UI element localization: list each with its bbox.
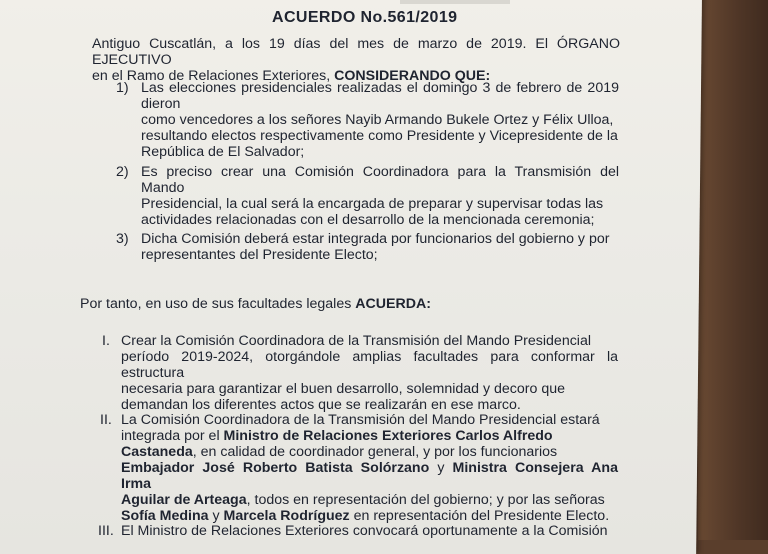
acuerdo-3 — [121, 523, 618, 539]
person-name: Ministra Consejera Ana Irma — [121, 460, 618, 492]
acuerdo-line: demandan los diferentes actos que se realizarán en ese marco. — [121, 397, 521, 413]
acuerdo-text: , todos en representación del gobierno; y por las señoras — [246, 492, 605, 508]
considerando-2 — [141, 164, 619, 228]
considerando-line: Presidencial, la cual será la encargada de preparar y supervisar todas las — [141, 196, 604, 212]
acuerdo-number: II. — [100, 412, 112, 428]
por-tanto-paragraph — [80, 296, 620, 312]
header-cutoff-line — [400, 0, 510, 4]
considerando-line: Dicha Comisión deberá estar integrada por funcionarios del gobierno y por — [141, 231, 610, 247]
person-name: Ministro de Relaciones Exteriores Carlos Alfredo — [223, 428, 553, 444]
considerando-number: 3) — [116, 231, 129, 247]
person-name: Castaneda — [121, 444, 193, 460]
considerando-line: actividades relacionadas con el desarrollo de la mencionada ceremonia; — [141, 212, 595, 228]
acuerda-heading: ACUERDA: — [355, 296, 431, 312]
acuerdo-line: Crear la Comisión Coordinadora de la Transmisión del Mando Presidencial — [121, 333, 591, 349]
acuerdo-2 — [121, 412, 618, 524]
person-name: Aguilar de Arteaga — [121, 492, 247, 508]
considerando-line: Las elecciones presidenciales realizadas el domingo 3 de febrero de 2019 dieron — [141, 80, 619, 112]
considerando-line: representantes del Presidente Electo; — [141, 247, 378, 263]
acuerdo-text: integrada por el — [121, 428, 224, 444]
acuerdo-line: necesaria para garantizar el buen desarrollo, solemnidad y decoro que — [121, 381, 566, 397]
person-name: Embajador José Roberto Batista Solórzano — [121, 460, 430, 476]
acuerdo-line: período 2019-2024, otorgándole amplias facultades para conformar la estructura — [121, 349, 618, 381]
table-background — [698, 0, 768, 540]
acuerdo-text: , en calidad de coordinador general, y por los funcionarios — [192, 444, 558, 460]
intro-line-1: Antiguo Cuscatlán, a los 19 días del mes de marzo de 2019. El ÓRGANO EJECUTIVO — [92, 36, 620, 68]
acuerdo-text: y — [208, 508, 224, 524]
acuerdo-1 — [121, 333, 618, 413]
considerando-number: 1) — [116, 80, 129, 96]
acuerdo-text: en representación del Presidente Electo. — [349, 508, 610, 524]
considerando-heading: CONSIDERANDO QUE: — [334, 68, 491, 84]
acuerdo-number: III. — [98, 523, 114, 539]
acuerdo-line: El Ministro de Relaciones Exteriores convocará oportunamente a la Comisión — [121, 523, 608, 539]
por-tanto-text: Por tanto, en uso de sus facultades legales — [80, 296, 356, 312]
intro-paragraph — [92, 36, 620, 84]
considerando-line: Es preciso crear una Comisión Coordinadora para la Transmisión del Mando — [141, 164, 619, 196]
considerando-line: como vencedores a los señores Nayib Armando Bukele Ortez y Félix Ulloa, — [141, 112, 614, 128]
acuerdo-number: I. — [102, 333, 110, 349]
considerando-number: 2) — [116, 164, 129, 180]
person-name: Marcela Rodríguez — [223, 508, 350, 524]
considerando-3 — [141, 231, 619, 263]
intro-line-2a: en el Ramo de Relaciones Exteriores, — [92, 68, 335, 84]
considerando-line: República de El Salvador; — [141, 144, 305, 160]
considerando-1 — [141, 80, 619, 160]
acuerdo-text: y — [429, 460, 453, 476]
acuerdo-line: La Comisión Coordinadora de la Transmisión del Mando Presidencial estará — [121, 412, 600, 428]
person-name: Sofía Medina — [121, 508, 209, 524]
considerando-line: resultando electos respectivamente como Presidente y Vicepresidente de la — [141, 128, 618, 144]
document-title: ACUERDO No.561/2019 — [272, 9, 458, 26]
